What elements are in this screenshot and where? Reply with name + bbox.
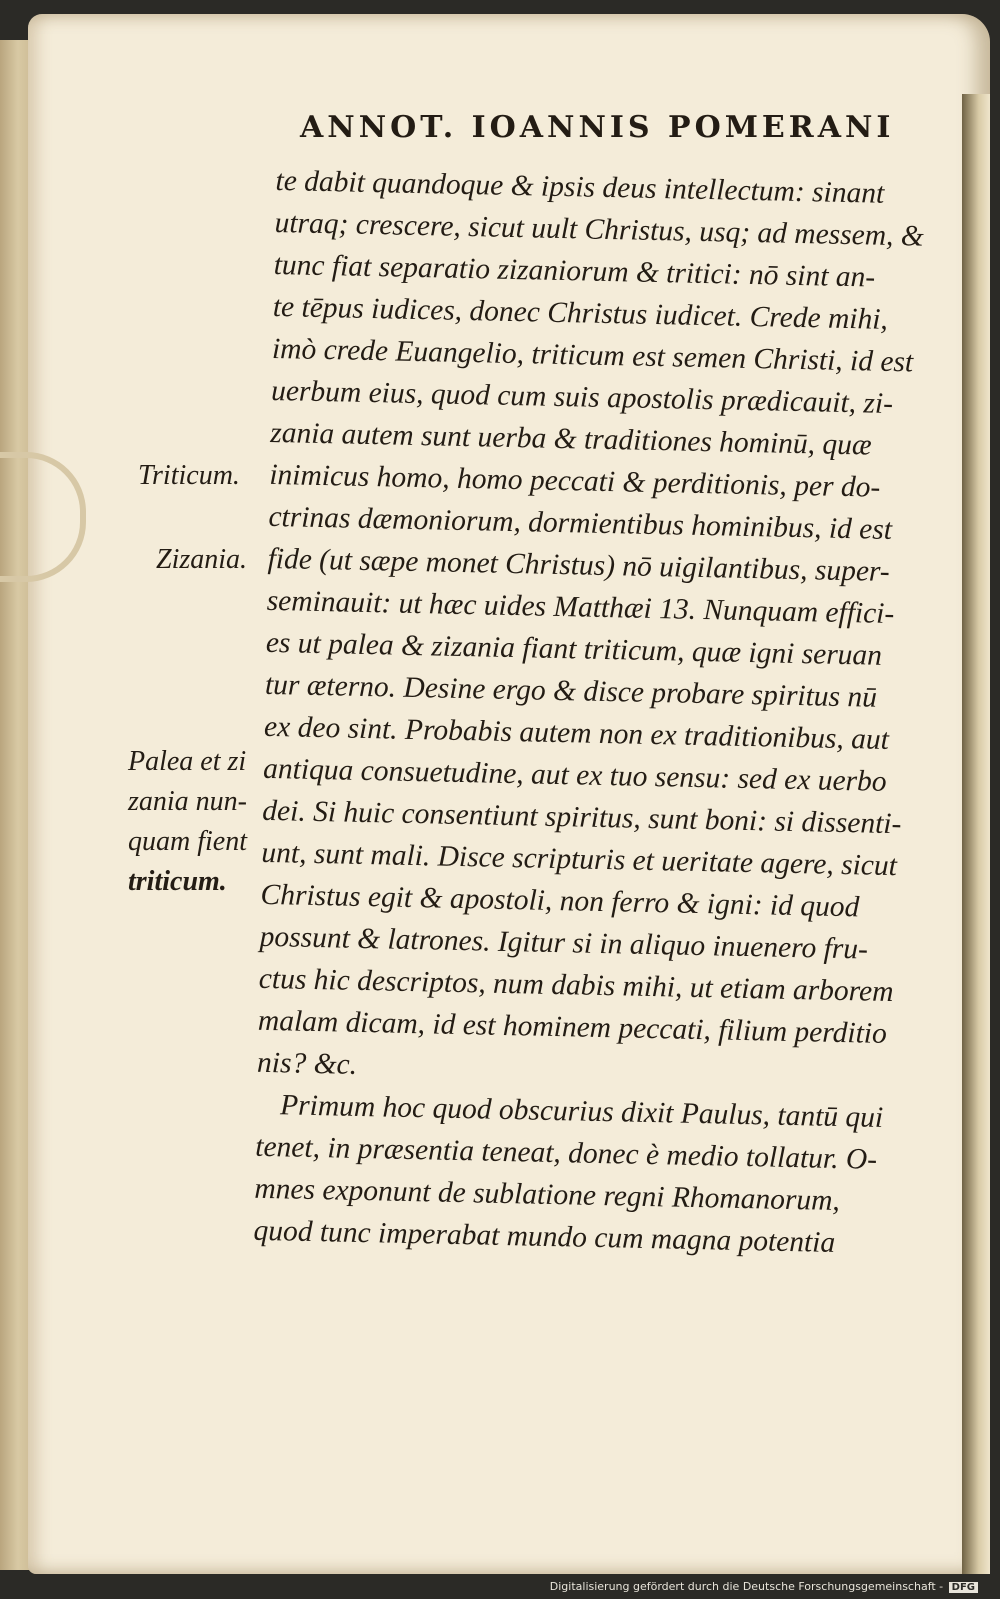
text-line: ex deo sint. Probabis autem non ex traditionibus, aut — [263, 710, 890, 756]
text-line: Christus egit & apostoli, non ferro & igni: id quod — [260, 878, 860, 924]
text-line: imò crede Euangelio, triticum est semen Christi, id est — [271, 332, 914, 379]
text-line: ctus hic descriptos, num dabis mihi, ut etiam arborem — [258, 962, 894, 1009]
marginal-note-line: quam fient — [128, 826, 247, 857]
text-line: utraq; crescere, sicut uult Christus, usq; ad messem, & — [274, 206, 925, 253]
text-line: tunc fiat separatio zizaniorum & tritici: nō sint an- — [273, 248, 876, 294]
text-line: te dabit quandoque & ipsis deus intellectum: sinant — [275, 164, 885, 210]
text-line: te tēpus iudices, donec Christus iudicet. Crede mihi, — [272, 290, 889, 336]
text-line: ctrinas dæmoniorum, dormientibus hominibus, id est — [268, 500, 893, 546]
text-line: tur æterno. Desine ergo & disce probare spiritus nū — [264, 668, 878, 714]
text-line: malam dicam, id est hominem peccati, filium perditio — [257, 1004, 888, 1050]
body-text — [253, 160, 925, 1265]
digitization-credit — [550, 1580, 978, 1593]
funding-text: Digitalisierung gefördert durch die Deutsche Forschungsgemeinschaft - — [549, 1580, 944, 1593]
text-line: uerbum eius, quod cum suis apostolis prædicauit, zi- — [270, 374, 894, 420]
text-line: Primum hoc quod obscurius dixit Paulus, tantū qui — [279, 1089, 884, 1134]
text-line: unt, sunt mali. Disce scripturis et ueritate agere, sicut — [261, 836, 898, 883]
text-line: es ut palea & zizania fiant triticum, quæ igni seruan — [265, 626, 883, 672]
text-line: seminauit: ut hæc uides Matthæi 13. Nunquam effici- — [266, 584, 895, 631]
text-line: quod tunc imperabat mundo cum magna potentia — [253, 1214, 836, 1259]
text-line: antiqua consuetudine, aut ex tuo sensu: sed ex uerbo — [262, 752, 887, 798]
gutter-shadow — [962, 94, 990, 1574]
marginal-note-triticum: Triticum. — [138, 460, 240, 491]
text-line: fide (ut sæpe monet Christus) nō uigilantibus, super- — [267, 542, 891, 588]
text-line: mnes exponunt de sublatione regni Rhomanorum, — [254, 1172, 841, 1218]
marginal-note-palea — [128, 742, 247, 902]
text-line: nis? &c. — [256, 1046, 358, 1081]
marginal-note-zizania: Zizania. — [156, 544, 248, 575]
text-line: zania autem sunt uerba & traditiones hominū, quæ — [269, 416, 872, 462]
text-line: inimicus homo, homo peccati & perditionis, per do- — [269, 458, 881, 504]
marginal-note-line: triticum. — [128, 866, 227, 897]
marginal-note-line: zania nun- — [128, 786, 247, 817]
text-line: possunt & latrones. Igitur si in aliquo inuenero fru- — [259, 920, 869, 966]
dfg-logo: DFG — [949, 1582, 978, 1593]
marginal-note-line: Palea et zi — [128, 746, 247, 777]
running-title: ANNOT. IOANNIS POMERANI — [300, 110, 895, 145]
text-line: dei. Si huic consentiunt spiritus, sunt boni: si dissenti- — [262, 794, 902, 841]
text-line: tenet, in præsentia teneat, donec è medio tollatur. O- — [254, 1130, 878, 1176]
